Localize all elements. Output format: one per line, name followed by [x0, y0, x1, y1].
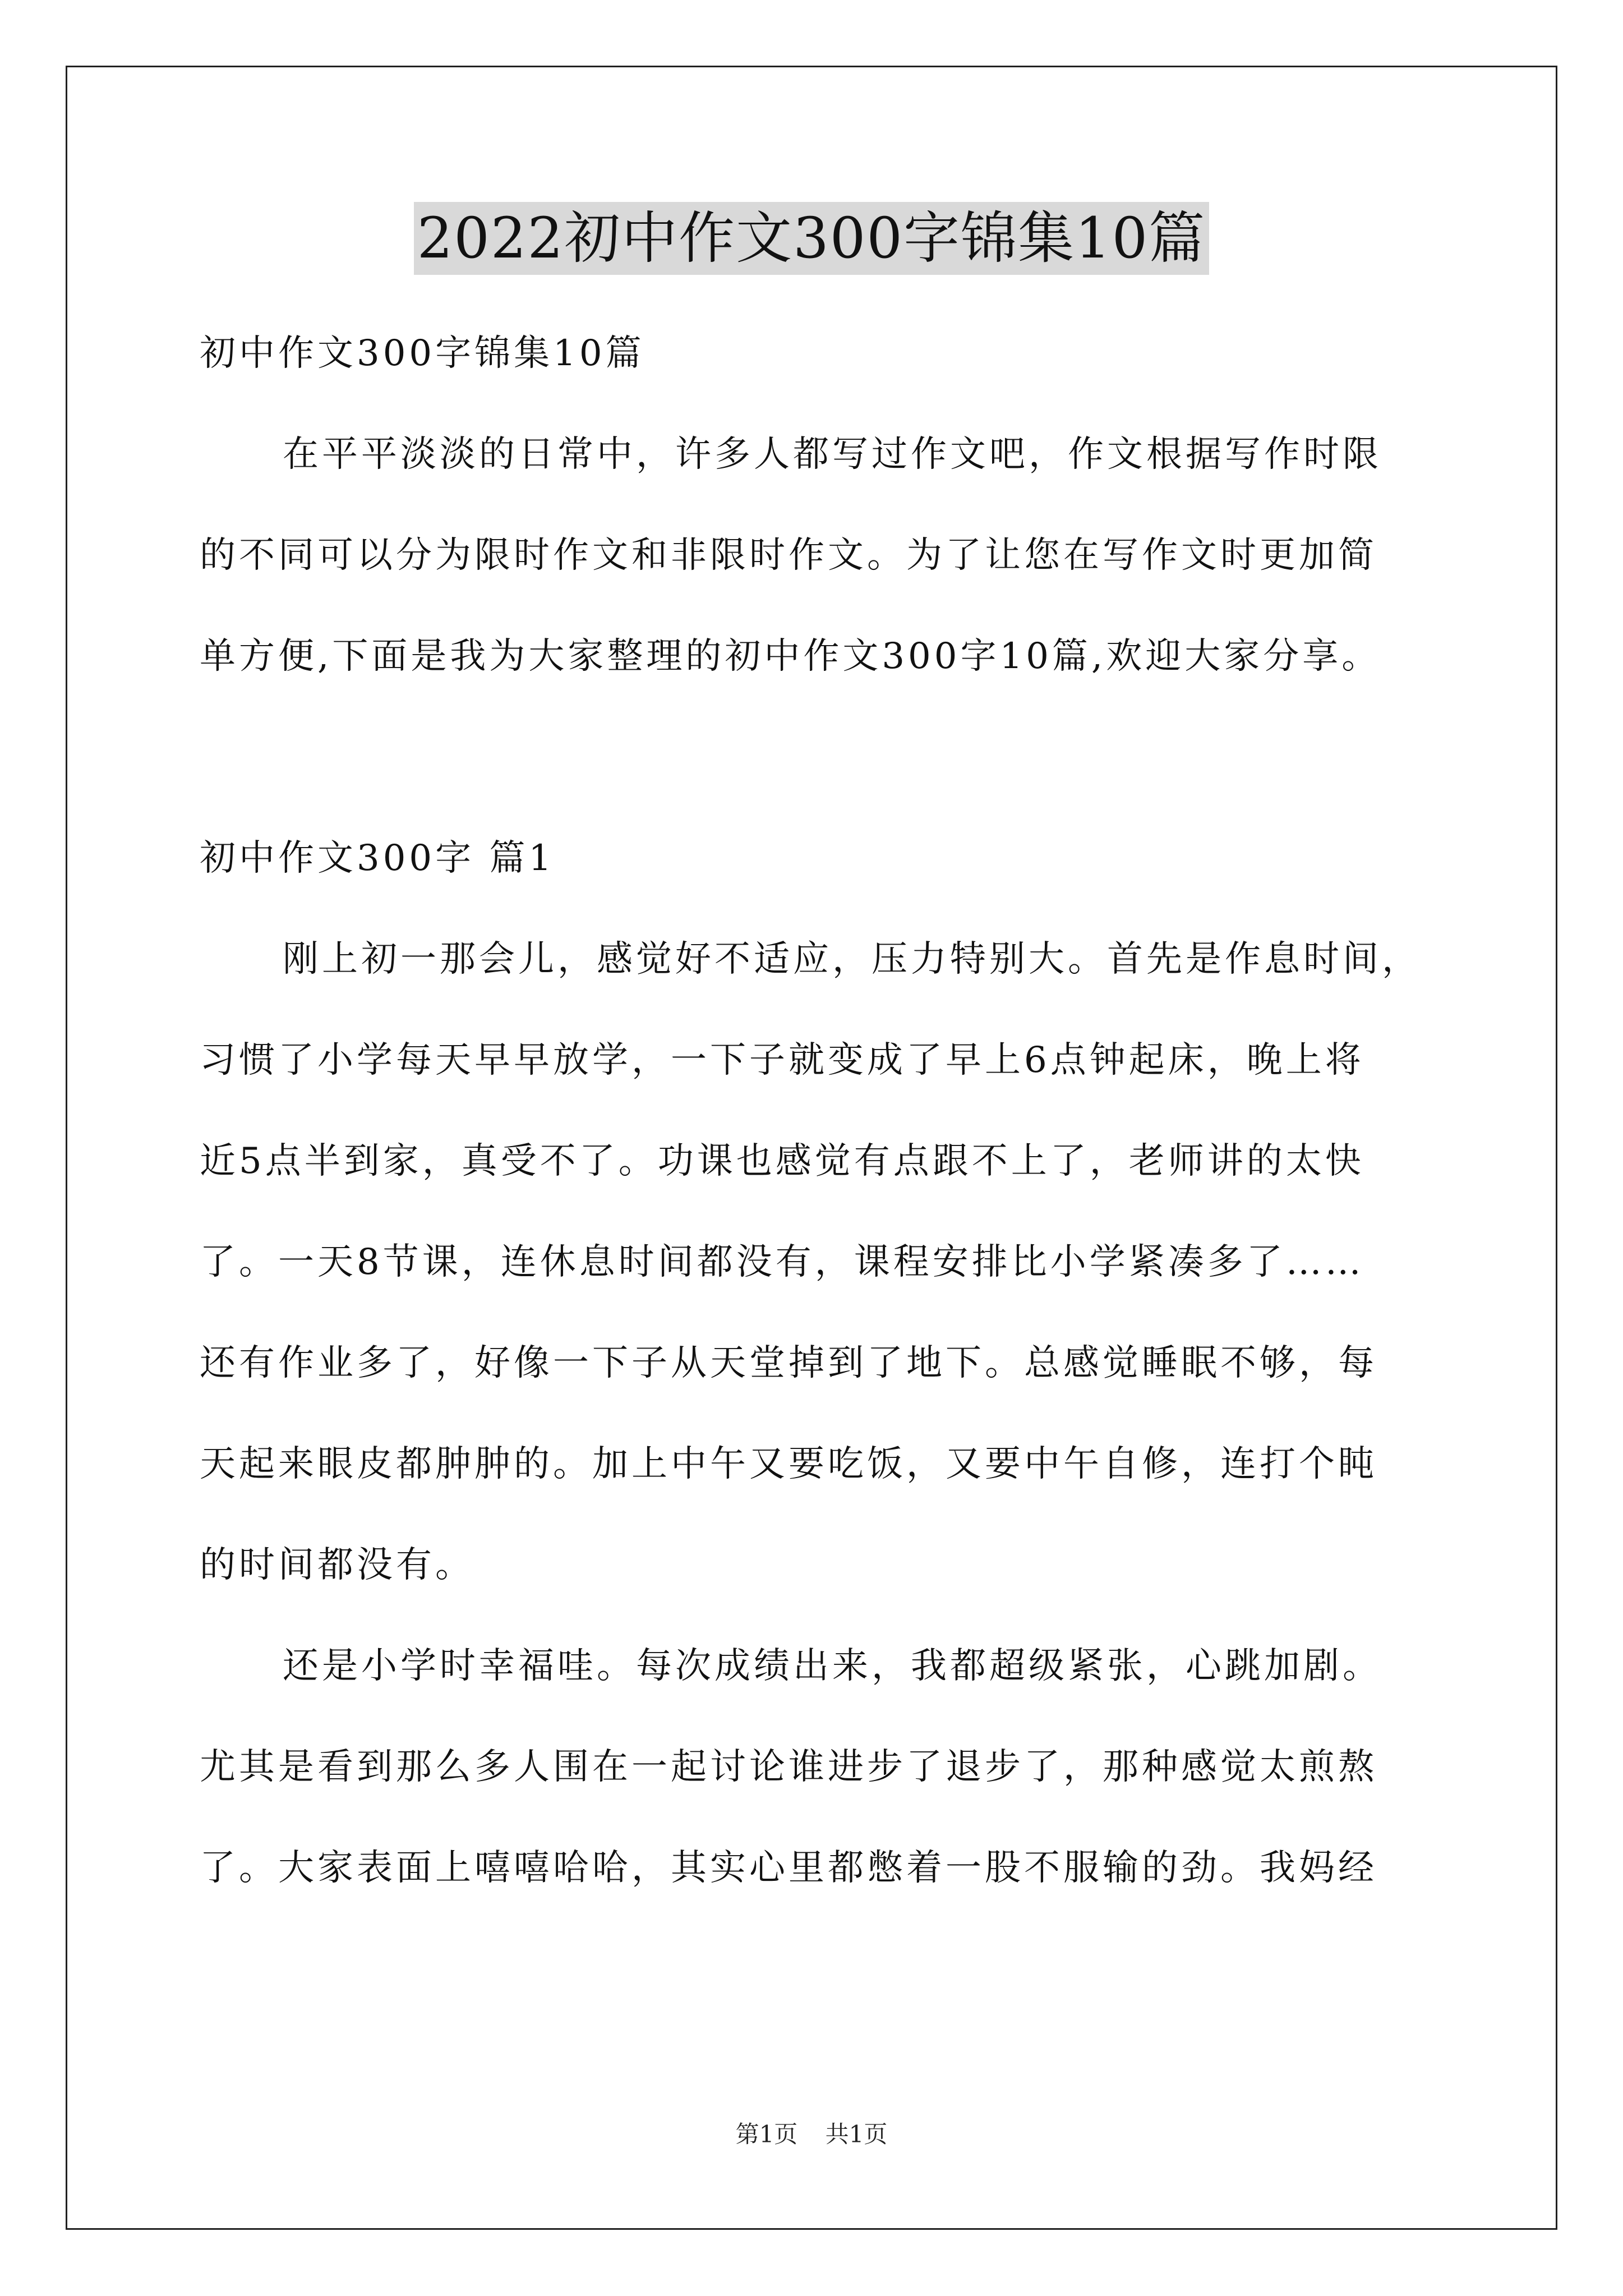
document-body	[200, 303, 1433, 1918]
subtitle: 初中作文300字锦集10篇	[200, 333, 645, 374]
intro-line: 单方便,下面是我为大家整理的初中作文300字10篇,欢迎大家分享。	[200, 636, 1381, 677]
paragraph2-line: 还是小学时幸福哇。每次成绩出来，我都超级紧张，心跳加剧。	[283, 1645, 1382, 1687]
paragraph1-line: 天起来眼皮都肿肿的。加上中午又要吃饭，又要中午自修，连打个盹	[200, 1443, 1377, 1485]
paragraph2-line: 了。大家表面上嘻嘻哈哈，其实心里都憋着一股不服输的劲。我妈经	[200, 1847, 1377, 1889]
paragraph1-line: 近5点半到家，真受不了。功课也感觉有点跟不上了，老师讲的太快	[200, 1140, 1364, 1182]
paragraph1-line: 习惯了小学每天早早放学，一下子就变成了早上6点钟起床，晚上将	[200, 1039, 1364, 1081]
section-gap	[200, 707, 1433, 808]
title-wrapper	[0, 202, 1623, 275]
intro-line: 的不同可以分为限时作文和非限时作文。为了让您在写作文时更加简	[200, 535, 1377, 576]
section-heading: 初中作文300字 篇1	[200, 838, 555, 879]
intro-line: 在平平淡淡的日常中，许多人都写过作文吧，作文根据写作时限	[283, 434, 1382, 475]
page-total: 共1页	[825, 2120, 888, 2148]
paragraph1-line: 还有作业多了，好像一下子从天堂掉到了地下。总感觉睡眠不够，每	[200, 1342, 1377, 1384]
paragraph1-line: 刚上初一那会儿，感觉好不适应，压力特别大。首先是作息时间，	[283, 938, 1421, 980]
page-footer	[0, 2118, 1623, 2151]
page-number: 第1页	[735, 2120, 798, 2148]
document-title: 2022初中作文300字锦集10篇	[414, 202, 1210, 275]
paragraph2-line: 尤其是看到那么多人围在一起讨论谁进步了退步了，那种感觉太煎熬	[200, 1746, 1377, 1788]
paragraph1-line: 了。一天8节课，连休息时间都没有，课程安排比小学紧凑多了……	[200, 1241, 1364, 1283]
paragraph1-line: 的时间都没有。	[200, 1544, 474, 1586]
